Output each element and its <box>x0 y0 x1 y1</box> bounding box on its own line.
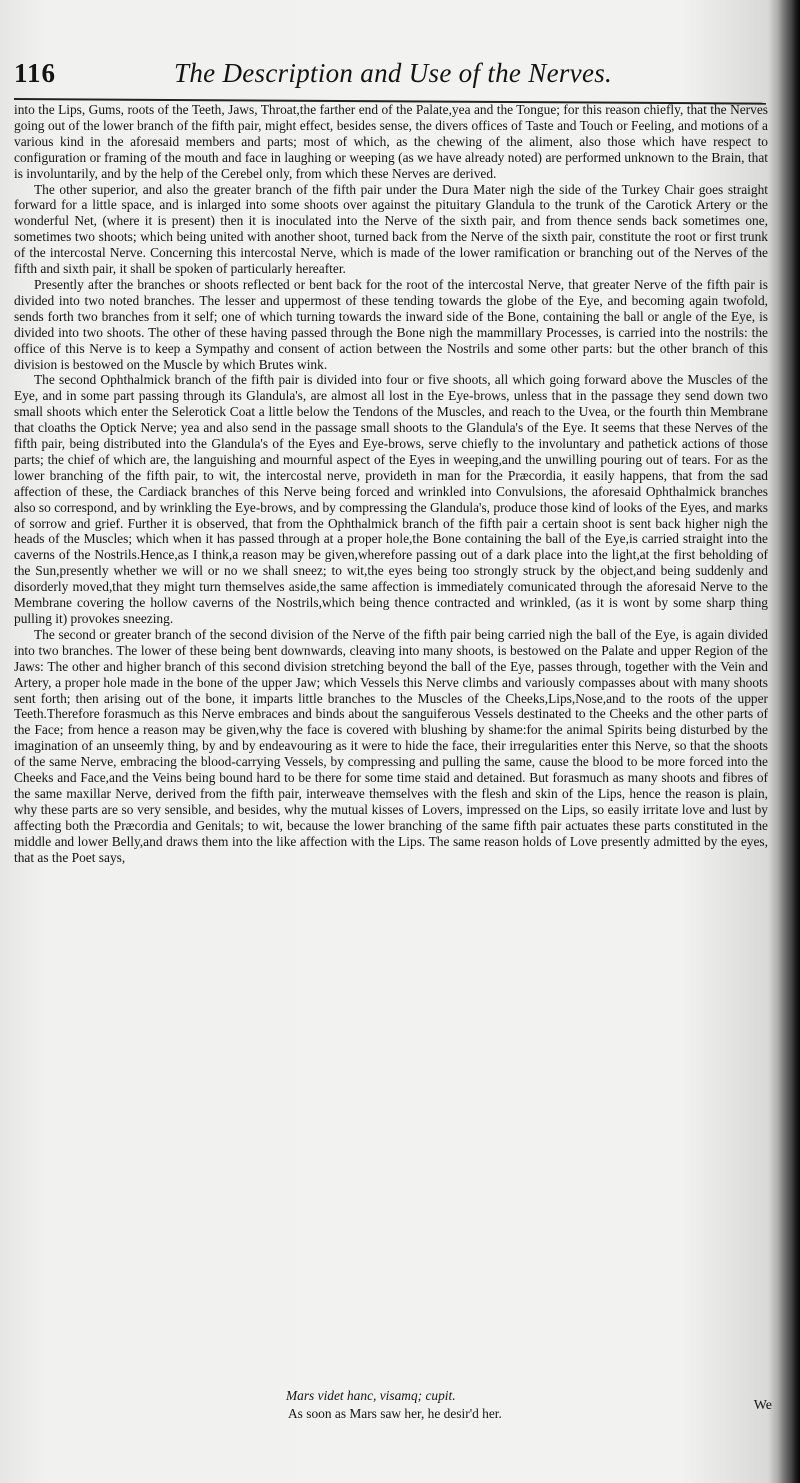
verse-latin: Mars videt hanc, visamq; cupit. <box>286 1388 456 1403</box>
verse-english: As soon as Mars saw her, he desir'd her. <box>288 1406 502 1421</box>
page-edge-shadow <box>778 0 800 1483</box>
paragraph: The second Ophthalmick branch of the fifth pair is divided into four or five shoots, all which going forward above the Muscles of the Eye, and in some part passing through its Glandula's, are almost all lost in the Eye-brows, unless that in the passage they send down two small shoots which enter the Selerotick Coat a little below the Tendons of the Muscles, and reach to the Uvea, or the fourth thin Membrane that cloaths the Optick Nerve; yea and also send in the passage small shoots to the Glandula's of the Eye. It seems that these Nerves of the fifth pair, being distributed into the Glandula's of the Eyes and Eye-brows, serve chiefly to the involuntary and pathetick actions of those parts; the chief of which are, the languishing and mournful aspect of the Eyes in weeping,and the unwilling pouring out of tears. For as the lower branching of the fifth pair, to wit, the intercostal nerve, provideth in man for the Præcordia, it easily happens, that from the sad affection of these, the Cardiack branches of this Nerve being forced and wrinkled into Convulsions, the aforesaid Ophthalmick branches also so correspond, and by wrinkling the Eye-brows, and by compressing the Glandula's, produce those kind of looks of the Eyes, and marks of sorrow and grief. Further it is observed, that from the Ophthalmick branch of the fifth pair a certain shoot is sent back higher nigh the heads of the Muscles; which when it has passed through at a proper hole,the Bone containing the ball of the Eye,is carried straight into the caverns of the Nostrils.Hence,as I think,a reason may be given,wherefore passing out of a dark place into the light,at the first beholding of the Sun,presently whether we will or no we shall sneez; to wit,the eyes being too strongly struck by the object,and being suddenly and disorderly moved,that they might turn themselves aside,the same affection is immediately comunicated through the aforesaid Nerve to the Membrane covering the hollow caverns of the Nostrils,which being thence contracted and wrinkled, (as it is wont by some sharp thing pulling it) provokes sneezing. <box>14 372 768 626</box>
paragraph: The other superior, and also the greater branch of the fifth pair under the Dura Mater nigh the side of the Turkey Chair goes straight forward for a little space, and is inlarged into some shoots over against the pituitary Glandula to the trunk of the Carotick Artery or the wonderful Net, (where it is present) then it is inoculated into the Nerve of the sixth pair, and from thence sends back sometimes one, sometimes two shoots; which being united with another shoot, turned back from the Nerve of the sixth pair, constitute the root or first trunk of the intercostal Nerve. Concerning this intercostal Nerve, which is made of the lower ramification or branching out of the Nerves of the fifth and sixth pair, it shall be spoken of particularly hereafter. <box>14 181 768 277</box>
catchword: We <box>753 1398 772 1413</box>
body-text <box>14 102 768 866</box>
paragraph: Presently after the branches or shoots reflected or bent back for the root of the intercostal Nerve, that greater Nerve of the fifth pair is divided into two noted branches. The lesser and uppermost of these tending towards the globe of the Eye, and becoming again twofold, sends forth two branches from it self; one of which turning towards the inward side of the Bone, containing the ball or angle of the Eye, is divided into two shoots. The other of these having passed through the Bone nigh the mammillary Processes, is carried into the nostrils: the office of this Nerve is to keep a Sympathy and consent of action between the Nostrils and some other parts: but the other branch of this division is bestowed on the Muscle by which Brutes wink. <box>14 276 768 372</box>
running-title: The Description and Use of the Nerves. <box>174 58 613 88</box>
page-number: 116 <box>14 58 57 88</box>
page-header <box>14 56 770 96</box>
paragraph: The second or greater branch of the second division of the Nerve of the fifth pair being carried nigh the ball of the Eye, is again divided into two branches. The lower of these being bent downwards, cleaving into many shoots, is bestowed on the Palate and upper Region of the Jaws: The other and higher branch of this second division stretching beyond the ball of the Eye, passes through, together with the Vein and Artery, a proper hole made in the bone of the upper Jaw; which Vessels this Nerve climbs and variously compasses about with many shoots sent forth; then arising out of the bone, it imparts little branches to the Muscles of the Cheeks,Lips,Nose,and to the roots of the upper Teeth.Therefore forasmuch as this Nerve embraces and binds about the sanguiferous Vessels destinated to the Cheeks and the other parts of the Face; from hence a reason may be given,why the face is covered with blushing by shame:for the animal Spirits being disturbed by the imagination of an unseemly thing, by and by endeavouring as it were to hide the face, their irregularities enter this Nerve, so that the shoots of the same Nerve, embracing the blood-carrying Vessels, by compressing and pulling the same, cause the blood to be more forced into the Cheeks and Face,and the Veins being bound hard to be there for some time staid and detained. But forasmuch as many shoots and fibres of the same maxillar Nerve, derived from the fifth pair, interweave themselves with the flesh and skin of the Lips, hence the reason is plain, why these parts are so very sensible, and besides, why the mutual kisses of Lovers, impressed on the Lips, so easily irritate love and lust by affecting both the Præcordia and Genitals; to wit, because the lower branching of the same fifth pair actuates these parts constituted in the middle and lower Belly,and draws them into the like affection with the Lips. The same reason holds of Love presently admitted by the eyes, that as the Poet says, <box>14 626 768 865</box>
paragraph: into the Lips, Gums, roots of the Teeth, Jaws, Throat,the farther end of the Palate,yea and the Tongue; for this reason chiefly, that the Nerves going out of the lower branch of the fifth pair, might effect, besides sense, the divers offices of Taste and Touch or Feeling, and motions of a various kind in the aforesaid members and parts; most of which, as the chewing of the aliment, also those which have respect to configuration or framing of the mouth and face in laughing or weeping (as we have already noted) are performed unknown to the Brain, that is involuntarily, and by the help of the Cerebel only, from which these Nerves are derived. <box>14 102 768 181</box>
